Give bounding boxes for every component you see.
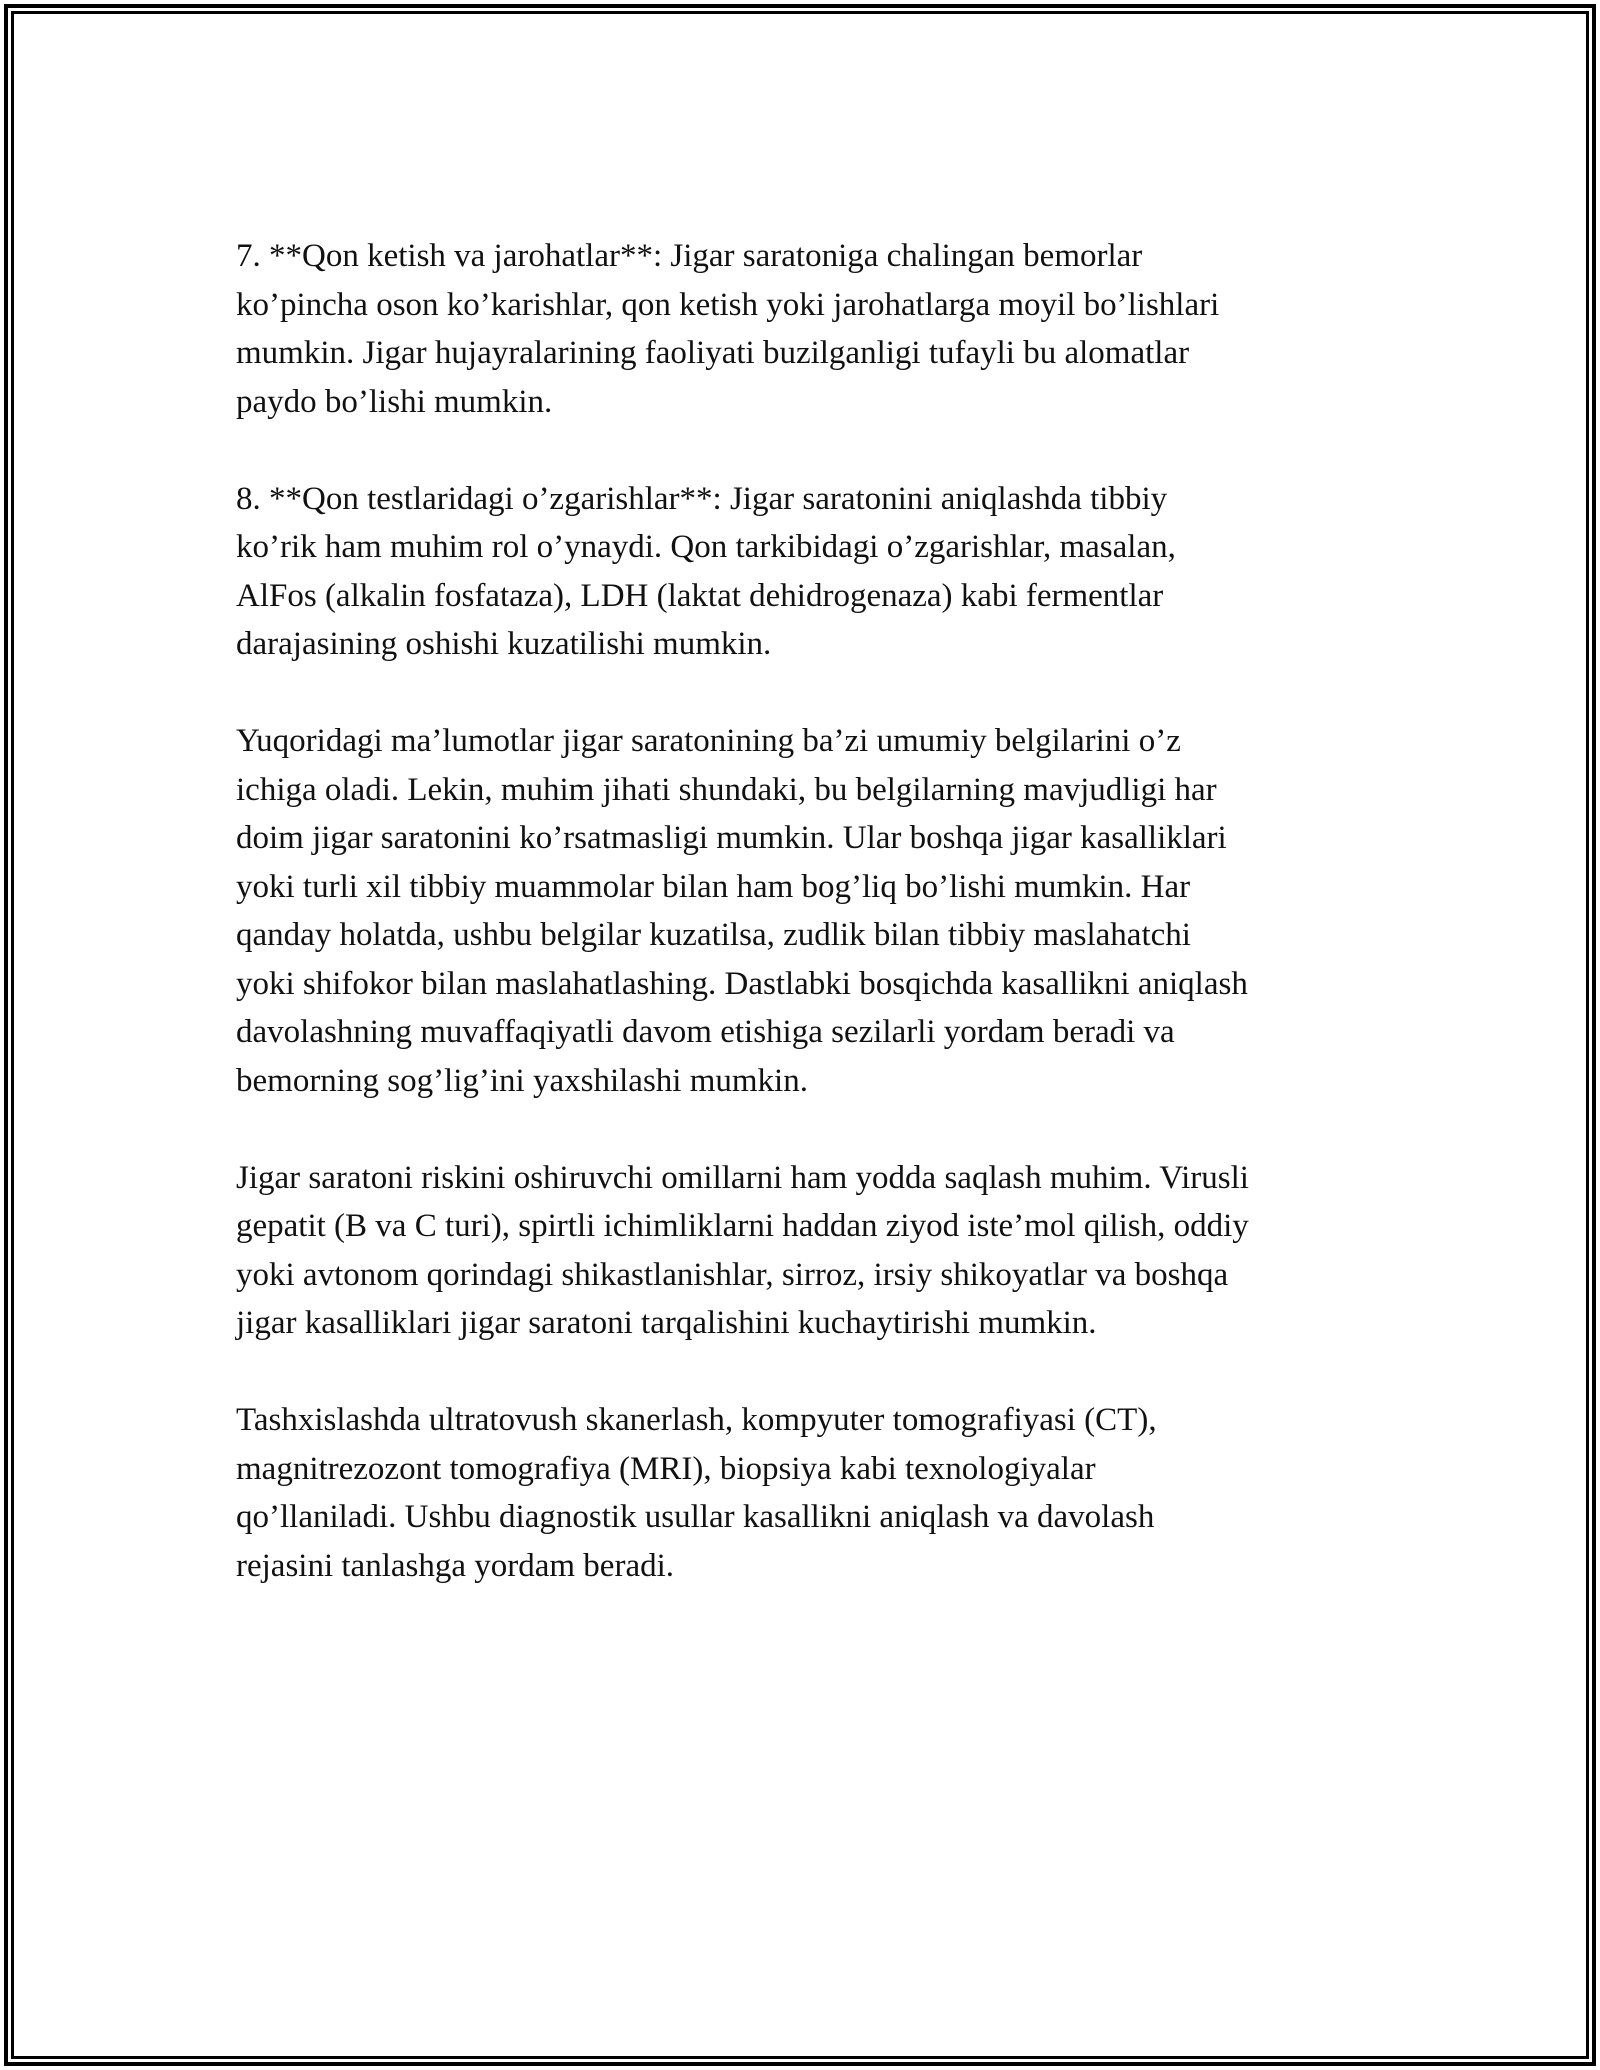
text-line: darajasining oshishi kuzatilishi mumkin. bbox=[236, 626, 772, 662]
paragraph-summary bbox=[236, 717, 1376, 1105]
text-line: paydo bo’lishi mumkin. bbox=[236, 383, 553, 420]
document-body bbox=[236, 232, 1376, 1639]
text-line: davolashning muvaffaqiyatli davom etishiga sezilarli yordam beradi va bbox=[236, 1014, 1175, 1050]
text-line: Tashxislashda ultratovush skanerlash, kompyuter tomografiyasi (CT), bbox=[236, 1402, 1157, 1438]
paragraph-bleeding-injuries bbox=[236, 232, 1376, 426]
text-line: qo’llaniladi. Ushbu diagnostik usullar kasallikni aniqlash va davolash bbox=[236, 1499, 1155, 1535]
text-line: bemorning sog’lig’ini yaxshilashi mumkin. bbox=[236, 1062, 808, 1099]
text-line: ko’pincha oson ko’karishlar, qon ketish yoki jarohatlarga moyil bo’lishlari bbox=[236, 286, 1220, 323]
text-line: ko’rik ham muhim rol o’ynaydi. Qon tarkibidagi o’zgarishlar, masalan, bbox=[236, 529, 1176, 565]
text-line: rejasini tanlashga yordam beradi. bbox=[236, 1547, 675, 1584]
text-line: ichiga oladi. Lekin, muhim jihati shundaki, bu belgilarning mavjudligi har bbox=[236, 771, 1217, 808]
text-line: doim jigar saratonini ko’rsatmasligi mumkin. Ular boshqa jigar kasalliklari bbox=[236, 820, 1227, 856]
paragraph-diagnosis bbox=[236, 1396, 1376, 1590]
text-line: yoki avtonom qorindagi shikastlanishlar, sirroz, irsiy shikoyatlar va boshqa bbox=[236, 1256, 1229, 1293]
text-line: mumkin. Jigar hujayralarining faoliyati buzilganligi tufayli bu alomatlar bbox=[236, 335, 1190, 371]
text-line: magnitrezozont tomografiya (MRI), biopsiya kabi texnologiyalar bbox=[236, 1450, 1096, 1487]
text-line: jigar kasalliklari jigar saratoni tarqalishini kuchaytirishi mumkin. bbox=[236, 1305, 1097, 1341]
text-line: 7. **Qon ketish va jarohatlar**: Jigar saratoniga chalingan bemorlar bbox=[236, 238, 1143, 274]
text-line: 8. **Qon testlaridagi o’zgarishlar**: Jigar saratonini aniqlashda tibbiy bbox=[236, 480, 1168, 517]
text-line: Yuqoridagi ma’lumotlar jigar saratonining ba’zi umumiy belgilarini o’z bbox=[236, 723, 1181, 759]
text-line: qanday holatda, ushbu belgilar kuzatilsa, zudlik bilan tibbiy maslahatchi bbox=[236, 917, 1191, 953]
paragraph-blood-tests bbox=[236, 475, 1376, 669]
text-line: AlFos (alkalin fosfataza), LDH (laktat dehidrogenaza) kabi fermentlar bbox=[236, 577, 1164, 614]
paragraph-risk-factors bbox=[236, 1154, 1376, 1348]
text-line: yoki shifokor bilan maslahatlashing. Dastlabki bosqichda kasallikni aniqlash bbox=[236, 965, 1248, 1002]
text-line: gepatit (B va C turi), spirtli ichimliklarni haddan ziyod iste’mol qilish, oddiy bbox=[236, 1208, 1249, 1244]
text-line: yoki turli xil tibbiy muammolar bilan ham bog’liq bo’lishi mumkin. Har bbox=[236, 868, 1191, 905]
text-line: Jigar saratoni riskini oshiruvchi omillarni ham yodda saqlash muhim. Virusli bbox=[236, 1159, 1249, 1196]
